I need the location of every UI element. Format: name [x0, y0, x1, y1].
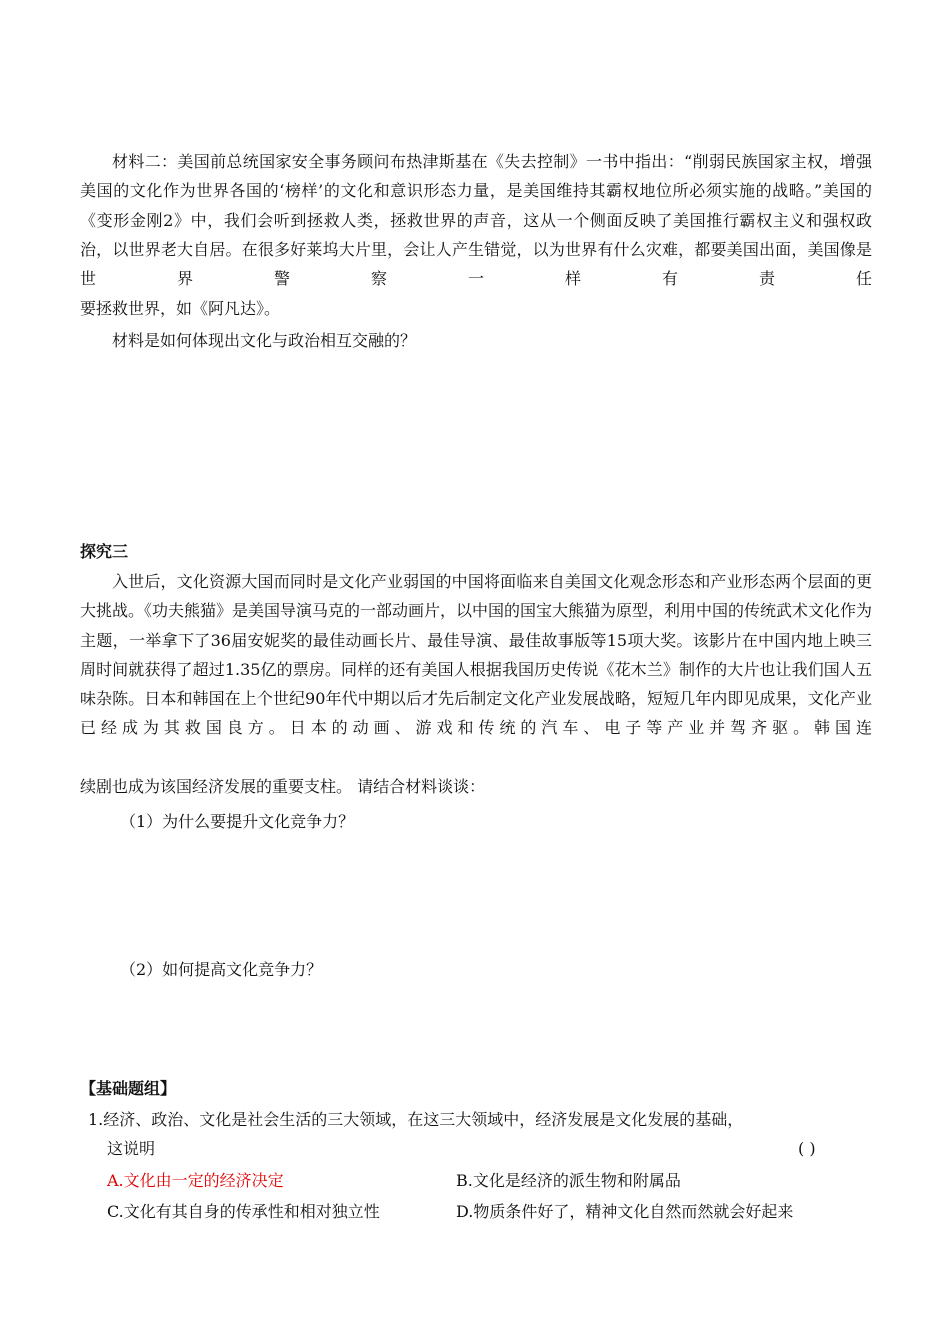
explore-three-question-1: （1）为什么要提升文化竞争力？ [120, 812, 355, 831]
material-two-text: 材料二：美国前总统国家安全事务顾问布热津斯基在《失去控制》一书中指出：“削弱民族国家主权，增强美国的文化作为世界各国的‘榜样’的文化和意识形态力量，是美国维持其霸权地位所必须实施的战略。”美国的《变形金刚2》中，我们会听到拯救人类，拯救世界的声音，这从一个侧面反映了美国推行霸权主义和强权政治，以世界老大自居。在很多好莱坞大片里，会让人产生错觉，以为世界有什么灾难，都要美国出面，美国像是世界警察一样有责任 [80, 152, 872, 289]
answer-bracket: ( ) [798, 1139, 816, 1158]
material-two-question: 材料是如何体现出文化与政治相互交融的？ [112, 331, 417, 350]
option-c: C.文化有其自身的传承性和相对独立性 [107, 1202, 380, 1221]
question-1-stem: 1.经济、政治、文化是社会生活的三大领域，在这三大领域中，经济发展是文化发展的基础， [88, 1110, 744, 1129]
option-a: A.文化由一定的经济决定 [107, 1171, 284, 1190]
question-1-stem-continued: 这说明 [107, 1139, 156, 1158]
option-b: B.文化是经济的派生物和附属品 [456, 1171, 681, 1190]
explore-three-text: 入世后，文化资源大国而同时是文化产业弱国的中国将面临来自美国文化观念形态和产业形态两个层面的更大挑战。《功夫熊猫》是美国导演马克的一部动画片，以中国的国宝大熊猫为原型，利用中国的传统武术文化作为主题，一举拿下了36届安妮奖的最佳动画长片、最佳导演、最佳故事版等15项大奖。该影片在中国内地上映三周时间就获得了超过1.35亿的票房。同样的还有美国人根据我国历史传说《花木兰》制作的大片也让我们国人五味杂陈。日本和韩国在上个世纪90年代中期以后才先后制定文化产业发展战略，短短几年内即见成果，文化产业已经成为其救国良方。日本的动画、游戏和传统的汽车、电子等产业并驾齐驱。韩国连 [80, 572, 873, 738]
explore-three-title: 探究三 [80, 542, 129, 561]
material-two-last-line: 要拯救世界，如《阿凡达》。 [80, 298, 281, 318]
explore-three-last-line: 续剧也成为该国经济发展的重要支柱。 请结合材料谈谈： [80, 777, 486, 796]
explore-three-question-2: （2）如何提高文化竞争力？ [120, 960, 323, 979]
basic-questions-title: 【基础题组】 [80, 1079, 177, 1098]
option-d: D.物质条件好了，精神文化自然而然就会好起来 [456, 1202, 794, 1221]
